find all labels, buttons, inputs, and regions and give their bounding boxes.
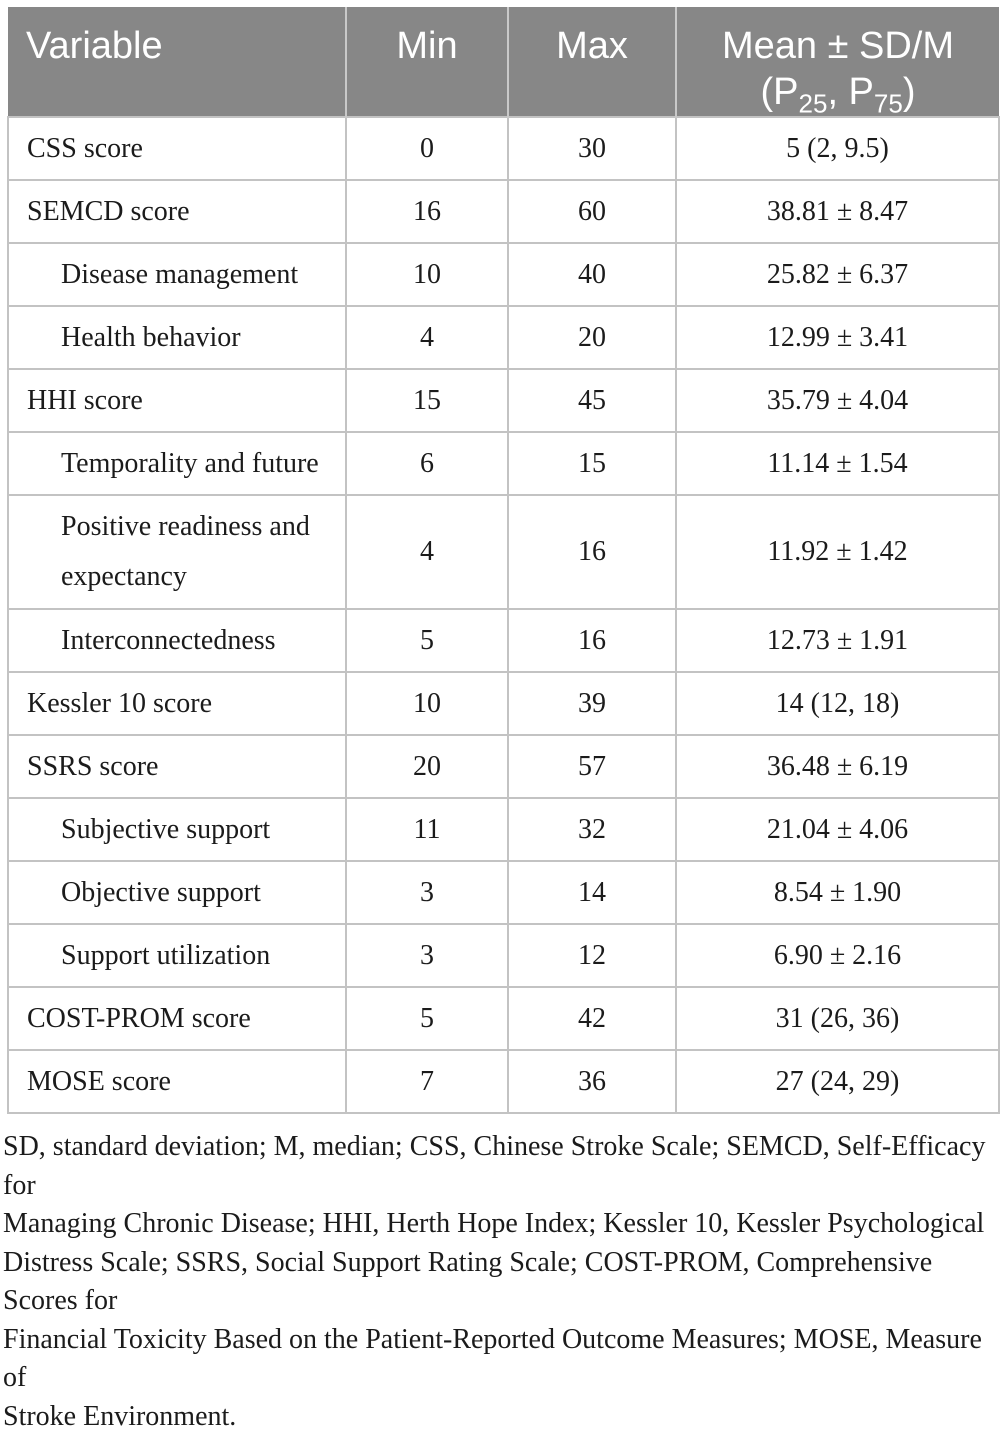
table-row: [8, 432, 999, 495]
header-percentile-open: (P: [761, 71, 799, 113]
header-min: Min: [346, 7, 508, 117]
header-mean-line1: Mean ± SD/M: [722, 25, 954, 67]
mean-cell: 11.92 ± 1.42: [676, 495, 999, 609]
table-footnote: [3, 1128, 1003, 1436]
table-row: [8, 924, 999, 987]
max-cell: 20: [508, 306, 676, 369]
header-percentile-close: ): [903, 71, 916, 113]
mean-cell: 14 (12, 18): [676, 672, 999, 735]
max-cell: 12: [508, 924, 676, 987]
mean-cell: 25.82 ± 6.37: [676, 243, 999, 306]
table-row: [8, 495, 999, 609]
variable-cell: Kessler 10 score: [8, 672, 346, 735]
mean-cell: 38.81 ± 8.47: [676, 180, 999, 243]
variable-cell: Interconnectedness: [8, 609, 346, 672]
variable-cell: Positive readiness and expectancy: [8, 495, 346, 609]
max-cell: 40: [508, 243, 676, 306]
min-cell: 4: [346, 495, 508, 609]
max-cell: 32: [508, 798, 676, 861]
min-cell: 20: [346, 735, 508, 798]
footnote-line: SD, standard deviation; M, median; CSS, Chinese Stroke Scale; SEMCD, Self-Efficacy for: [3, 1128, 1003, 1205]
mean-cell: 36.48 ± 6.19: [676, 735, 999, 798]
footnote-line: Managing Chronic Disease; HHI, Herth Hope Index; Kessler 10, Kessler Psychological: [3, 1205, 1003, 1244]
min-cell: 15: [346, 369, 508, 432]
min-cell: 4: [346, 306, 508, 369]
table-row: [8, 180, 999, 243]
table-row: [8, 243, 999, 306]
table-header: [8, 7, 999, 117]
table-row: [8, 735, 999, 798]
mean-cell: 12.73 ± 1.91: [676, 609, 999, 672]
header-percentile-mid: , P: [827, 71, 873, 113]
table-row: [8, 1050, 999, 1113]
header-p25-subscript: 25: [799, 89, 828, 119]
max-cell: 42: [508, 987, 676, 1050]
min-cell: 10: [346, 672, 508, 735]
variable-cell: COST-PROM score: [8, 987, 346, 1050]
table-row: [8, 609, 999, 672]
mean-cell: 6.90 ± 2.16: [676, 924, 999, 987]
table-body: [8, 117, 999, 1113]
max-cell: 36: [508, 1050, 676, 1113]
max-cell: 30: [508, 117, 676, 180]
mean-cell: 35.79 ± 4.04: [676, 369, 999, 432]
max-cell: 57: [508, 735, 676, 798]
min-cell: 3: [346, 861, 508, 924]
mean-cell: 21.04 ± 4.06: [676, 798, 999, 861]
variable-cell: CSS score: [8, 117, 346, 180]
descriptive-statistics-table: [7, 7, 1000, 1114]
min-cell: 0: [346, 117, 508, 180]
variable-cell: SSRS score: [8, 735, 346, 798]
mean-cell: 31 (26, 36): [676, 987, 999, 1050]
header-p75-subscript: 75: [874, 89, 903, 119]
max-cell: 45: [508, 369, 676, 432]
min-cell: 6: [346, 432, 508, 495]
max-cell: 16: [508, 495, 676, 609]
table-row: [8, 117, 999, 180]
header-mean-sd-m: [676, 7, 999, 117]
mean-cell: 5 (2, 9.5): [676, 117, 999, 180]
footnote-line: Stroke Environment.: [3, 1398, 1003, 1436]
min-cell: 3: [346, 924, 508, 987]
variable-cell: HHI score: [8, 369, 346, 432]
min-cell: 5: [346, 987, 508, 1050]
variable-cell: Support utilization: [8, 924, 346, 987]
table-row: [8, 861, 999, 924]
min-cell: 11: [346, 798, 508, 861]
table-row: [8, 369, 999, 432]
footnote-line: Financial Toxicity Based on the Patient-Reported Outcome Measures; MOSE, Measure of: [3, 1321, 1003, 1398]
footnote-line: Distress Scale; SSRS, Social Support Rating Scale; COST-PROM, Comprehensive Scores for: [3, 1244, 1003, 1321]
min-cell: 16: [346, 180, 508, 243]
mean-cell: 8.54 ± 1.90: [676, 861, 999, 924]
variable-cell: Temporality and future: [8, 432, 346, 495]
max-cell: 16: [508, 609, 676, 672]
variable-cell: Health behavior: [8, 306, 346, 369]
min-cell: 7: [346, 1050, 508, 1113]
variable-cell: Subjective support: [8, 798, 346, 861]
header-row: [8, 7, 999, 117]
header-max: Max: [508, 7, 676, 117]
table-row: [8, 798, 999, 861]
max-cell: 14: [508, 861, 676, 924]
header-variable: Variable: [8, 7, 346, 117]
max-cell: 60: [508, 180, 676, 243]
table-row: [8, 987, 999, 1050]
variable-cell: MOSE score: [8, 1050, 346, 1113]
mean-cell: 12.99 ± 3.41: [676, 306, 999, 369]
variable-cell: Objective support: [8, 861, 346, 924]
variable-cell: Disease management: [8, 243, 346, 306]
mean-cell: 11.14 ± 1.54: [676, 432, 999, 495]
max-cell: 39: [508, 672, 676, 735]
table-row: [8, 672, 999, 735]
mean-cell: 27 (24, 29): [676, 1050, 999, 1113]
min-cell: 5: [346, 609, 508, 672]
variable-cell: SEMCD score: [8, 180, 346, 243]
min-cell: 10: [346, 243, 508, 306]
max-cell: 15: [508, 432, 676, 495]
table-row: [8, 306, 999, 369]
